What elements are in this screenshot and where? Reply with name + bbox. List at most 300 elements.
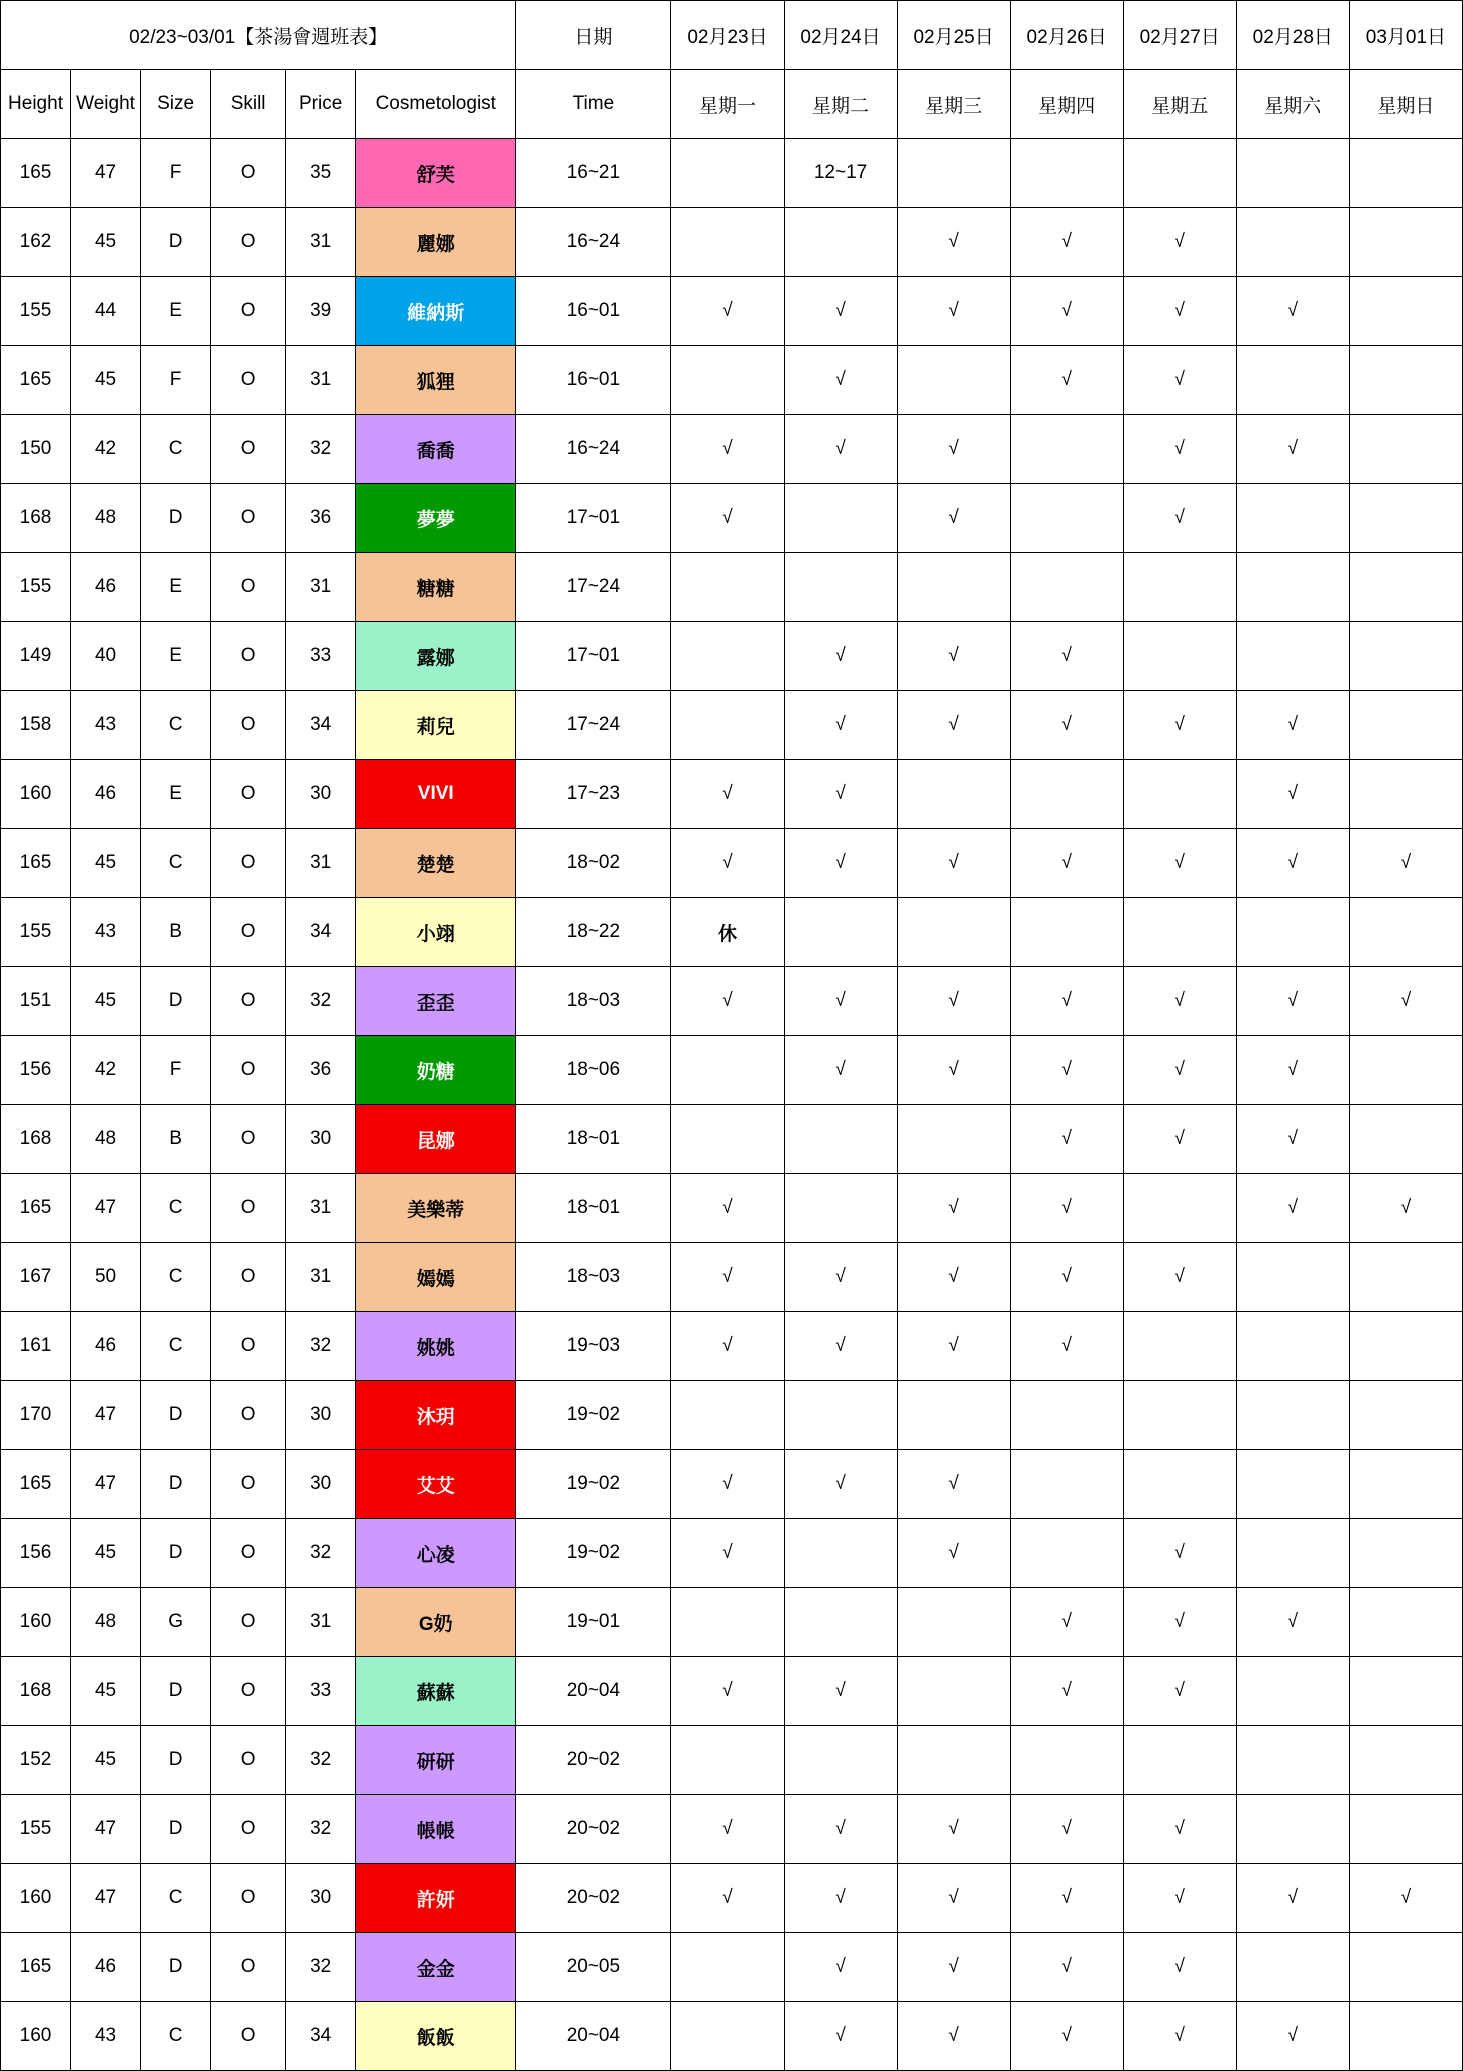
cell-day-4: √ [1123,1657,1236,1726]
cell-day-5 [1236,1726,1349,1795]
cell-price: 32 [286,415,356,484]
cell-day-4: √ [1123,208,1236,277]
cell-day-4 [1123,1381,1236,1450]
cell-price: 31 [286,1174,356,1243]
cell-day-1: √ [784,622,897,691]
cell-day-0: √ [671,1795,784,1864]
cell-skill: O [211,1726,286,1795]
cell-day-5 [1236,208,1349,277]
cell-day-6 [1349,1588,1462,1657]
table-row [1,1795,1463,1864]
cell-day-0: √ [671,1864,784,1933]
cell-cosmetologist-name: 研研 [356,1726,516,1795]
cell-price: 31 [286,553,356,622]
cell-day-3 [1010,1519,1123,1588]
cell-day-0 [671,1933,784,2002]
cell-day-6 [1349,553,1462,622]
cell-cosmetologist-name: 維納斯 [356,277,516,346]
table-row [1,1381,1463,1450]
cell-day-1: √ [784,1036,897,1105]
cell-time: 16~24 [516,415,671,484]
cell-height: 161 [1,1312,71,1381]
cell-day-0: √ [671,415,784,484]
cell-cosmetologist-name: 帳帳 [356,1795,516,1864]
date-label: 日期 [516,1,671,70]
cell-time: 18~03 [516,1243,671,1312]
cell-day-5: √ [1236,760,1349,829]
cell-day-1 [784,1105,897,1174]
cell-cosmetologist-name: 舒芙 [356,139,516,208]
cell-day-4: √ [1123,691,1236,760]
cell-skill: O [211,760,286,829]
cell-day-4: √ [1123,2002,1236,2071]
cell-time: 18~03 [516,967,671,1036]
weekday-header-4: 星期五 [1123,70,1236,139]
table-row [1,1588,1463,1657]
cell-day-1: √ [784,415,897,484]
cell-day-2: √ [897,1036,1010,1105]
cell-day-6 [1349,1312,1462,1381]
cell-day-6 [1349,139,1462,208]
cell-skill: O [211,691,286,760]
cell-skill: O [211,1105,286,1174]
cell-day-5: √ [1236,415,1349,484]
cell-time: 17~23 [516,760,671,829]
cell-day-6 [1349,415,1462,484]
cell-day-2: √ [897,1243,1010,1312]
cell-day-6 [1349,277,1462,346]
cell-weight: 46 [71,760,141,829]
cell-day-2 [897,760,1010,829]
table-row [1,1312,1463,1381]
cell-size: C [141,1864,211,1933]
cell-day-0 [671,2002,784,2071]
weekday-header-5: 星期六 [1236,70,1349,139]
cell-price: 30 [286,1381,356,1450]
cell-price: 32 [286,1726,356,1795]
cell-time: 20~02 [516,1726,671,1795]
cell-day-4: √ [1123,415,1236,484]
cell-day-2: √ [897,622,1010,691]
cell-day-4: √ [1123,1519,1236,1588]
cell-day-2: √ [897,829,1010,898]
cell-size: C [141,1312,211,1381]
cell-day-4: √ [1123,277,1236,346]
cell-weight: 48 [71,1105,141,1174]
cell-weight: 47 [71,1795,141,1864]
weekday-header-6: 星期日 [1349,70,1462,139]
cell-height: 150 [1,415,71,484]
cell-day-5: √ [1236,967,1349,1036]
cell-price: 32 [286,967,356,1036]
cell-day-6 [1349,1933,1462,2002]
table-row [1,2002,1463,2071]
cell-cosmetologist-name: 姚姚 [356,1312,516,1381]
table-row [1,898,1463,967]
cell-size: G [141,1588,211,1657]
cell-day-3 [1010,1381,1123,1450]
cell-time: 20~02 [516,1864,671,1933]
cell-time: 17~24 [516,691,671,760]
cell-height: 160 [1,760,71,829]
cell-day-4: √ [1123,1864,1236,1933]
cell-skill: O [211,208,286,277]
cell-height: 168 [1,1657,71,1726]
cell-height: 156 [1,1036,71,1105]
weekday-header-3: 星期四 [1010,70,1123,139]
cell-price: 32 [286,1519,356,1588]
cell-price: 33 [286,622,356,691]
cell-day-2 [897,1726,1010,1795]
cell-day-4: √ [1123,484,1236,553]
cell-day-5 [1236,1519,1349,1588]
cell-weight: 47 [71,1450,141,1519]
cell-day-5: √ [1236,277,1349,346]
column-header-price: Price [286,70,356,139]
cell-day-0: √ [671,1657,784,1726]
cell-weight: 47 [71,1864,141,1933]
table-row [1,415,1463,484]
cell-day-2 [897,898,1010,967]
cell-day-2: √ [897,1312,1010,1381]
cell-day-3 [1010,898,1123,967]
cell-day-5: √ [1236,1864,1349,1933]
cell-cosmetologist-name: 蘇蘇 [356,1657,516,1726]
cell-price: 34 [286,898,356,967]
cell-day-1 [784,208,897,277]
cell-day-1 [784,1726,897,1795]
cell-day-5 [1236,898,1349,967]
cell-day-0: √ [671,484,784,553]
cell-height: 160 [1,1588,71,1657]
cell-size: F [141,139,211,208]
cell-day-2: √ [897,484,1010,553]
cell-day-1: √ [784,346,897,415]
cell-day-0: 休 [671,898,784,967]
cell-day-4 [1123,1312,1236,1381]
cell-cosmetologist-name: 心凌 [356,1519,516,1588]
cell-day-2 [897,1381,1010,1450]
table-row [1,139,1463,208]
cell-size: E [141,277,211,346]
cell-time: 19~01 [516,1588,671,1657]
cell-height: 151 [1,967,71,1036]
cell-cosmetologist-name: 小翊 [356,898,516,967]
cell-cosmetologist-name: 狐狸 [356,346,516,415]
cell-day-5 [1236,1381,1349,1450]
cell-weight: 42 [71,415,141,484]
cell-weight: 43 [71,2002,141,2071]
cell-day-3: √ [1010,1933,1123,2002]
table-row [1,1450,1463,1519]
cell-cosmetologist-name: 美樂蒂 [356,1174,516,1243]
title-row [1,1,1463,70]
cell-cosmetologist-name: 糖糖 [356,553,516,622]
cell-day-4: √ [1123,1933,1236,2002]
table-row [1,1519,1463,1588]
cell-time: 16~24 [516,208,671,277]
cell-weight: 48 [71,484,141,553]
cell-weight: 43 [71,898,141,967]
cell-weight: 48 [71,1588,141,1657]
cell-height: 156 [1,1519,71,1588]
cell-day-1: √ [784,1864,897,1933]
cell-price: 30 [286,760,356,829]
cell-day-5: √ [1236,691,1349,760]
table-row [1,1726,1463,1795]
cell-cosmetologist-name: 奶糖 [356,1036,516,1105]
cell-height: 155 [1,277,71,346]
cell-day-5 [1236,1657,1349,1726]
cell-time: 19~02 [516,1450,671,1519]
cell-cosmetologist-name: 喬喬 [356,415,516,484]
table-row [1,1105,1463,1174]
cell-skill: O [211,1243,286,1312]
cell-cosmetologist-name: 許妍 [356,1864,516,1933]
cell-height: 162 [1,208,71,277]
cell-size: C [141,2002,211,2071]
cell-day-1 [784,898,897,967]
cell-day-3: √ [1010,1174,1123,1243]
cell-height: 155 [1,553,71,622]
cell-day-6 [1349,1381,1462,1450]
cell-day-0 [671,139,784,208]
cell-day-5 [1236,553,1349,622]
cell-day-0 [671,553,784,622]
cell-day-2: √ [897,1933,1010,2002]
cell-price: 31 [286,829,356,898]
cell-weight: 43 [71,691,141,760]
cell-day-5: √ [1236,2002,1349,2071]
cell-day-4: √ [1123,1243,1236,1312]
cell-day-6 [1349,484,1462,553]
cell-time: 19~03 [516,1312,671,1381]
cell-day-6: √ [1349,829,1462,898]
cell-day-3 [1010,1726,1123,1795]
cell-day-0 [671,691,784,760]
cell-day-6 [1349,1726,1462,1795]
date-header-2: 02月25日 [897,1,1010,70]
cell-day-4 [1123,898,1236,967]
cell-day-4: √ [1123,829,1236,898]
cell-time: 17~24 [516,553,671,622]
cell-skill: O [211,967,286,1036]
cell-day-1: √ [784,1312,897,1381]
date-header-4: 02月27日 [1123,1,1236,70]
cell-weight: 45 [71,1657,141,1726]
cell-day-1: √ [784,1243,897,1312]
cell-height: 165 [1,1450,71,1519]
cell-price: 36 [286,484,356,553]
cell-day-1: √ [784,1657,897,1726]
cell-skill: O [211,1450,286,1519]
cell-size: F [141,1036,211,1105]
cell-height: 165 [1,1174,71,1243]
cell-cosmetologist-name: 楚楚 [356,829,516,898]
cell-cosmetologist-name: 夢夢 [356,484,516,553]
cell-day-6 [1349,1519,1462,1588]
cell-day-0 [671,1036,784,1105]
cell-day-3: √ [1010,1864,1123,1933]
table-row [1,553,1463,622]
cell-height: 149 [1,622,71,691]
table-row [1,208,1463,277]
table-row [1,622,1463,691]
cell-height: 167 [1,1243,71,1312]
cell-day-3: √ [1010,691,1123,760]
cell-height: 168 [1,1105,71,1174]
cell-day-5 [1236,346,1349,415]
cell-day-6: √ [1349,1174,1462,1243]
cell-day-1: √ [784,967,897,1036]
cell-time: 18~01 [516,1174,671,1243]
cell-size: B [141,1105,211,1174]
cell-day-1: 12~17 [784,139,897,208]
cell-cosmetologist-name: 嫣嫣 [356,1243,516,1312]
cell-day-4 [1123,760,1236,829]
table-row [1,1174,1463,1243]
table-row [1,1864,1463,1933]
cell-time: 16~01 [516,346,671,415]
cell-day-3: √ [1010,1312,1123,1381]
cell-time: 17~01 [516,622,671,691]
cell-day-1 [784,1174,897,1243]
cell-size: D [141,1726,211,1795]
date-header-6: 03月01日 [1349,1,1462,70]
date-header-1: 02月24日 [784,1,897,70]
cell-size: C [141,1174,211,1243]
cell-time: 18~06 [516,1036,671,1105]
cell-time: 17~01 [516,484,671,553]
cell-skill: O [211,1864,286,1933]
cell-skill: O [211,1657,286,1726]
cell-skill: O [211,1588,286,1657]
cell-cosmetologist-name: 莉兒 [356,691,516,760]
cell-day-2 [897,553,1010,622]
cell-size: D [141,1933,211,2002]
cell-cosmetologist-name: 飯飯 [356,2002,516,2071]
cell-price: 30 [286,1450,356,1519]
cell-price: 32 [286,1933,356,2002]
cell-skill: O [211,139,286,208]
page-title: 02/23~03/01【茶湯會週班表】 [1,1,516,70]
cell-day-6 [1349,1243,1462,1312]
column-header-time: Time [516,70,671,139]
cell-skill: O [211,415,286,484]
cell-cosmetologist-name: G奶 [356,1588,516,1657]
cell-price: 31 [286,208,356,277]
cell-day-3 [1010,553,1123,622]
cell-size: D [141,1381,211,1450]
cell-day-0 [671,1726,784,1795]
cell-day-1 [784,1588,897,1657]
table-row [1,1243,1463,1312]
cell-day-0 [671,346,784,415]
cell-day-2 [897,346,1010,415]
cell-weight: 50 [71,1243,141,1312]
cell-day-5 [1236,484,1349,553]
cell-skill: O [211,277,286,346]
cell-skill: O [211,1933,286,2002]
cell-height: 165 [1,1933,71,2002]
cell-day-4 [1123,1450,1236,1519]
weekday-header-2: 星期三 [897,70,1010,139]
cell-day-1 [784,553,897,622]
cell-day-5 [1236,1795,1349,1864]
cell-day-0: √ [671,1519,784,1588]
cell-weight: 46 [71,1933,141,2002]
cell-price: 31 [286,346,356,415]
cell-day-3: √ [1010,277,1123,346]
cell-day-5 [1236,1450,1349,1519]
cell-skill: O [211,829,286,898]
cell-size: E [141,622,211,691]
cell-day-3: √ [1010,967,1123,1036]
cell-day-2: √ [897,691,1010,760]
cell-day-0: √ [671,1450,784,1519]
cell-day-1: √ [784,1450,897,1519]
cell-day-6 [1349,1795,1462,1864]
cell-day-6: √ [1349,967,1462,1036]
cell-skill: O [211,346,286,415]
cell-weight: 40 [71,622,141,691]
cell-weight: 45 [71,1519,141,1588]
cell-day-2: √ [897,415,1010,484]
cell-weight: 42 [71,1036,141,1105]
cell-day-0 [671,208,784,277]
cell-day-6 [1349,346,1462,415]
cell-day-3: √ [1010,829,1123,898]
column-header-size: Size [141,70,211,139]
cell-skill: O [211,1795,286,1864]
cell-day-5: √ [1236,1036,1349,1105]
table-row [1,829,1463,898]
cell-day-1: √ [784,760,897,829]
cell-day-2: √ [897,277,1010,346]
table-row [1,967,1463,1036]
cell-day-2: √ [897,967,1010,1036]
cell-day-0: √ [671,829,784,898]
cell-day-3: √ [1010,208,1123,277]
cell-skill: O [211,1036,286,1105]
cell-skill: O [211,1381,286,1450]
cell-day-5: √ [1236,829,1349,898]
cell-day-6 [1349,2002,1462,2071]
cell-day-6 [1349,1657,1462,1726]
cell-day-1: √ [784,691,897,760]
table-row [1,346,1463,415]
cell-day-6 [1349,1105,1462,1174]
cell-height: 168 [1,484,71,553]
table-row [1,1657,1463,1726]
cell-day-2: √ [897,1795,1010,1864]
cell-price: 39 [286,277,356,346]
cell-price: 31 [286,1243,356,1312]
cell-day-4 [1123,622,1236,691]
cell-time: 16~21 [516,139,671,208]
cell-day-1 [784,484,897,553]
cell-size: C [141,829,211,898]
cell-price: 33 [286,1657,356,1726]
cell-day-2: √ [897,1450,1010,1519]
cell-day-4: √ [1123,1036,1236,1105]
cell-cosmetologist-name: 麗娜 [356,208,516,277]
table-row [1,1036,1463,1105]
cell-day-3 [1010,760,1123,829]
cell-day-3 [1010,415,1123,484]
cell-weight: 47 [71,1381,141,1450]
cell-height: 165 [1,139,71,208]
